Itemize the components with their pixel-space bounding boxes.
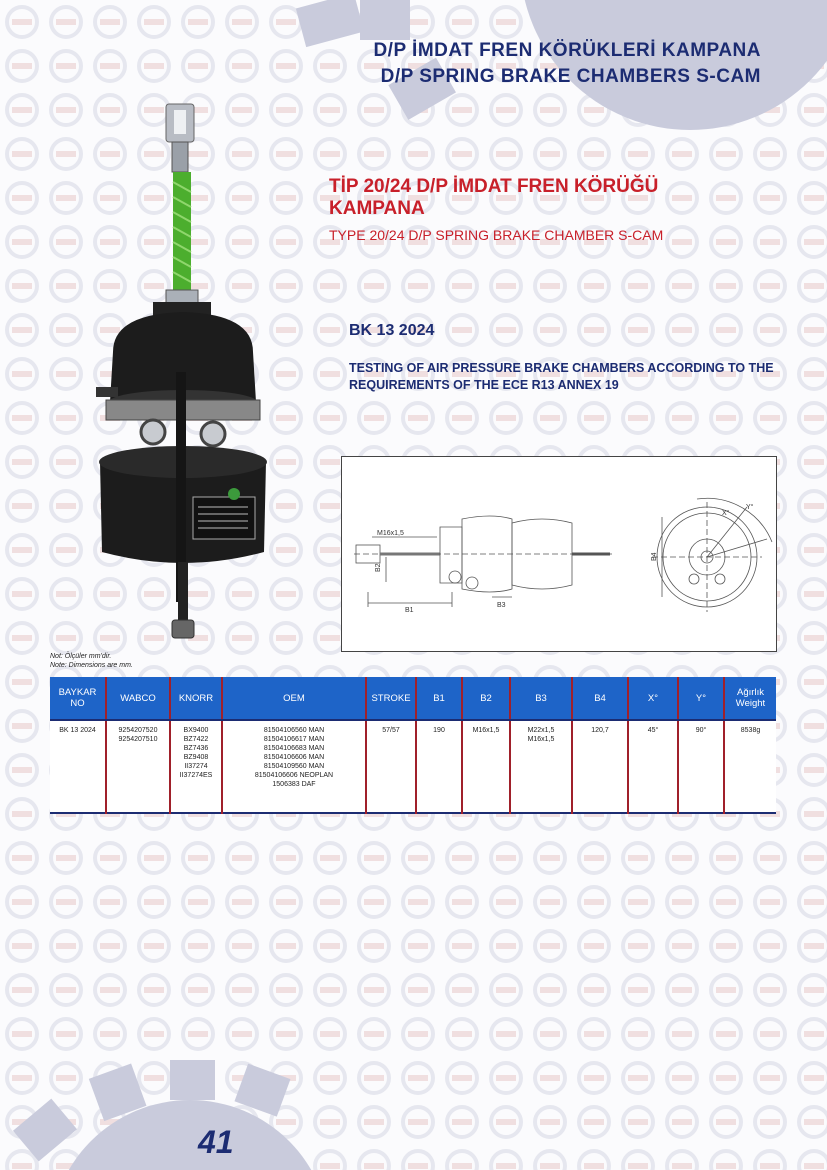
spec-table <box>50 677 776 814</box>
note-tr: Not: Ölçüler mm'dir. <box>50 653 112 660</box>
knorr-code: BZ7436 <box>183 745 209 752</box>
b2-label: B2 <box>375 563 382 572</box>
page-number: 41 <box>198 1124 234 1160</box>
brake-chamber-photo <box>88 102 278 647</box>
col-header-x: X° <box>628 677 678 720</box>
b1-label: B1 <box>405 607 414 614</box>
b3-value: M22x1,5 <box>527 727 555 734</box>
y-angle-label: Y° <box>746 504 754 511</box>
knorr-code: II37274ES <box>179 772 213 779</box>
cell-baykar-no: BK 13 2024 <box>50 720 106 813</box>
wabco-code: 9254207510 <box>118 736 158 743</box>
col-header-oem: OEM <box>222 677 366 720</box>
b4-label: B4 <box>651 552 658 561</box>
oem-code: 1506383 DAF <box>272 781 316 788</box>
col-header-b1: B1 <box>416 677 462 720</box>
col-header-b4: B4 <box>572 677 628 720</box>
col-header-baykar: BAYKAR NO <box>50 677 106 720</box>
thread-label: M16x1,5 <box>377 530 404 537</box>
product-title-en: TYPE 20/24 D/P SPRING BRAKE CHAMBER S-CAM <box>329 227 664 243</box>
header-line-tr: D/P İMDAT FREN KÖRÜKLERİ KAMPANA <box>373 40 761 61</box>
b3-value: M16x1,5 <box>527 736 555 743</box>
col-header-weight: Ağırlık Weight <box>724 677 776 720</box>
oem-code: 81504109560 MAN <box>263 763 325 770</box>
oem-code: 81504106560 MAN <box>263 727 325 734</box>
col-header-knorr: KNORR <box>170 677 222 720</box>
cell-weight: 8538g <box>740 727 761 734</box>
cell-b2: M16x1,5 <box>462 720 510 813</box>
knorr-code: BZ7422 <box>183 736 209 743</box>
cell-knorr <box>170 720 222 813</box>
cell-b4: 120,7 <box>572 720 628 813</box>
cell-x: 45° <box>628 720 678 813</box>
oem-code: 81504106617 MAN <box>263 736 325 743</box>
wabco-code: 9254207520 <box>118 727 158 734</box>
dimension-notes <box>50 652 133 670</box>
table-header-row <box>50 677 776 720</box>
cell-stroke: 57/57 <box>366 720 416 813</box>
cell-wabco <box>106 720 170 813</box>
col-header-b3: B3 <box>510 677 572 720</box>
x-angle-label: X° <box>722 510 730 517</box>
b3-label: B3 <box>497 602 506 609</box>
cell-oem <box>222 720 366 813</box>
product-code: BK 13 2024 <box>349 322 435 339</box>
col-header-stroke: STROKE <box>366 677 416 720</box>
oem-code: 81504106683 MAN <box>263 745 325 752</box>
knorr-code: BX9400 <box>183 727 209 734</box>
cell-b3 <box>510 720 572 813</box>
testing-note: TESTING OF AIR PRESSURE BRAKE CHAMBERS ACCORDING TO THE REQUIREMENTS OF THE ECE R13 ANNEX 19 <box>349 361 774 392</box>
col-header-y: Y° <box>678 677 724 720</box>
product-title-tr: TİP 20/24 D/P İMDAT FREN KÖRÜĞÜ KAMPANA <box>329 176 659 219</box>
front-view <box>652 498 772 612</box>
note-en: Note: Dimensions are mm. <box>50 662 133 669</box>
cell-b1: 190 <box>416 720 462 813</box>
table-row <box>50 720 776 813</box>
oem-code: 81504106606 NEOPLAN <box>254 772 334 779</box>
technical-drawing <box>341 456 777 652</box>
cell-y: 90° <box>678 720 724 813</box>
col-header-wabco: WABCO <box>106 677 170 720</box>
col-header-b2: B2 <box>462 677 510 720</box>
knorr-code: II37274 <box>184 763 208 770</box>
knorr-code: BZ9408 <box>183 754 209 761</box>
page-header <box>373 38 761 90</box>
header-line-en: D/P SPRING BRAKE CHAMBERS S-CAM <box>380 66 761 87</box>
oem-code: 81504106606 MAN <box>263 754 325 761</box>
